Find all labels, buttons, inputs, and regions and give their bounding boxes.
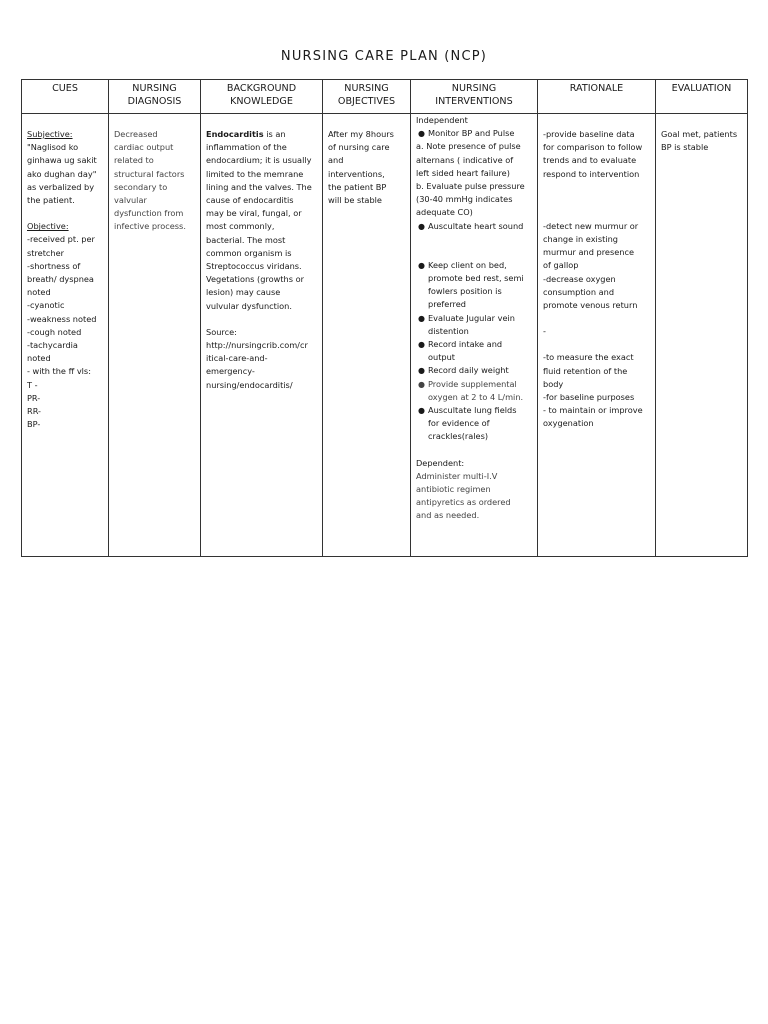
list-item: ● Record daily weight [428,364,533,377]
rationale-3: - [543,326,546,337]
objective-label: Objective: [27,221,69,232]
subjective-text: "Naglisod ko ginhawa ug sakit ako dughan day" as verbalized by the patient. [27,142,97,206]
page-title: NURSING CARE PLAN (NCP) [280,49,488,64]
bullet-icon: ● [418,260,425,270]
diagnosis-text: Decreased cardiac output related to structural factors secondary to valvular dysfunction from infective process. [114,129,186,232]
evaluation-text: Goal met, patients BP is stable [661,129,738,153]
header-row [22,80,748,114]
header-diagnosis: NURSING DIAGNOSIS [109,80,201,114]
background-term: Endocarditis [206,129,264,139]
rationale-2: -detect new murmur or change in existing murmur and presence of gallop -decrease oxygen consumption and promote venous return [543,220,639,311]
list-item: ● Provide supplemental oxygen at 2 to 4 L/min. [418,378,524,402]
header-cues: CUES [22,80,109,114]
table-row [22,114,748,557]
background-cell [201,114,323,557]
rationale-cell [538,114,656,557]
dependent-label: Dependent: [416,457,465,468]
header-evaluation: EVALUATION [656,80,748,114]
header-rationale: RATIONALE [538,80,656,114]
list-item: ● Evaluate Jugular vein distention [418,312,515,336]
bullet-icon: ● [418,366,425,376]
list-item: ● Keep client on bed, promote bed rest, semi fowlers position is preferred [418,259,524,310]
list-item: ● Monitor BP and Pulse [428,127,533,140]
rationale-4: -to measure the exact fluid retention of the body -for baseline purposes - to maintain or improve oxygenation [543,352,643,429]
list-item: ● Auscultate lung fields for evidence of crackles(rales) [418,405,517,442]
bullet-icon: ● [418,406,425,416]
header-background: BACKGROUND KNOWLEDGE [201,80,323,114]
care-plan-table [21,79,748,557]
diagnosis-cell [109,114,201,557]
interventions-cell [411,114,538,557]
header-interventions: NURSING INTERVENTIONS [411,80,538,114]
bullet-icon: ● [418,340,425,350]
independent-label: Independent [416,115,468,125]
objectives-text: After my 8hours of nursing care and interventions, the patient BP will be stable [328,129,394,206]
subjective-label: Subjective: [27,129,73,139]
background-text: is an inflammation of the endocardium; it is usually limited to the memrane lining and the valves. The cause of endocarditis may be viral, fungal, or most commonly, bacterial. The most common organism is Streptococcus viridans. Vegetations (growths or lesion) may cause vulvular dysfunction. [206,129,312,311]
background-source: Source: http://nursingcrib.com/cr itical-care-and- emergency- nursing/endocarditis/ [206,326,308,390]
rationale-1: -provide baseline data for comparison to follow trends and to evaluate respond to intervention [543,129,643,179]
dependent-text: Administer multi-I.V antibiotic regimen antipyretics as ordered and as needed. [416,470,511,521]
objectives-cell [323,114,411,557]
evaluation-cell [656,114,748,557]
bullet-icon: ● [418,221,425,231]
bullet-icon: ● [418,379,425,389]
list-item: ● Auscultate heart sound [428,220,533,233]
objective-text: -received pt. per stretcher -shortness of breath/ dyspnea noted -cyanotic -weakness noted -cough noted -tachycardia noted - with the ff vls: T - PR- RR- BP- [27,234,97,430]
cues-cell [22,114,109,557]
list-item: ● Record intake and output [418,339,503,363]
bullet-icon: ● [418,129,425,139]
header-objectives: NURSING OBJECTIVES [323,80,411,114]
bullet-icon: ● [418,313,425,323]
pulse-notes: a. Note presence of pulse alternans ( indicative of left sided heart failure) b. Evaluate pulse pressure (30-40 mmHg indicates adequate CO) [416,141,525,218]
